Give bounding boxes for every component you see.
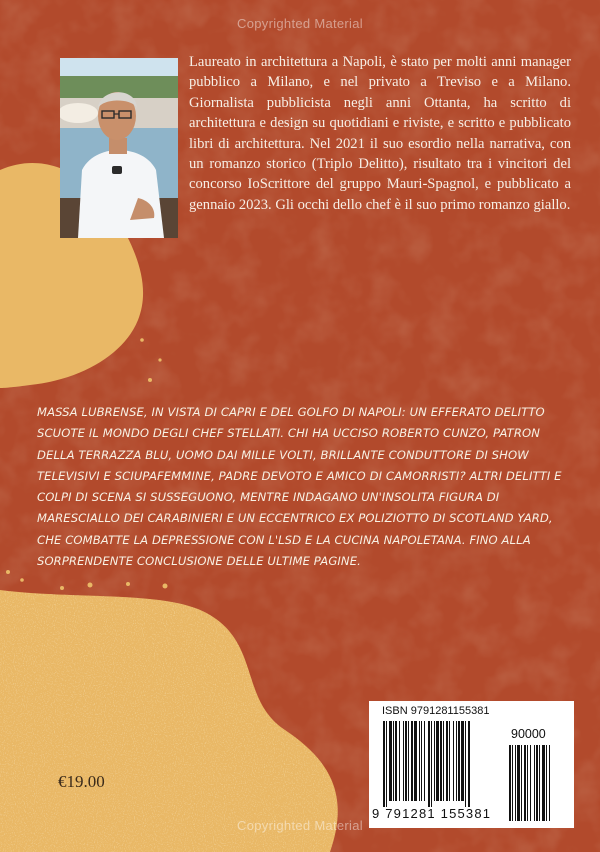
addon-bar bbox=[536, 745, 538, 821]
barcode-bar bbox=[405, 721, 407, 801]
addon-bar bbox=[546, 745, 547, 821]
barcode-bar bbox=[395, 721, 397, 801]
barcode-bar bbox=[393, 721, 394, 801]
barcode-bar bbox=[465, 721, 466, 807]
barcode-bar bbox=[411, 721, 413, 801]
addon-bar bbox=[515, 745, 516, 821]
barcode-digits: 9 791281 155381 bbox=[372, 806, 492, 821]
barcode-bar bbox=[443, 721, 444, 801]
watermark-bottom: Copyrighted Material bbox=[237, 818, 363, 833]
barcode-bar bbox=[403, 721, 404, 801]
barcode-bar bbox=[453, 721, 454, 801]
barcode-bar bbox=[440, 721, 442, 801]
isbn-label: ISBN 9791281155381 bbox=[382, 705, 490, 717]
barcode-bar bbox=[461, 721, 464, 801]
watermark-top: Copyrighted Material bbox=[237, 16, 363, 31]
addon-bar bbox=[539, 745, 540, 821]
barcode-bar bbox=[408, 721, 409, 801]
barcode-panel bbox=[369, 701, 574, 828]
book-blurb: MASSA LUBRENSE, IN VISTA DI CAPRI E DEL GOLFO DI NAPOLI: UN EFFERATO DELITTO SCUOTE IL MONDO DEGLI CHEF STELLATI. CHI HA UCCISO ROBERTO CUNZO, PATRON DELLA TERRAZZA BLU, UOMO DAI MILLE VOLTI, BRILLANTE CONDUTTORE DI SHOW TELEVISIVI E SCIUPAFEMMINE, PADRE DEVOTO E AMICO DI CAMORRISTI? ALTRI DELITTI E COLPI DI SCENA SI SUSSEGUONO, MENTRE INDAGANO UN'INSOLITA FIGURA DI MARESCIALLO DEI CARABINIERI E UN ECCENTRICO EX POLIZIOTTO DI SCOTLAND YARD, CHE COMBATTE LA DEPRESSIONE CON L'LSD E LA CUCINA NAPOLETANA. FINO ALLA SORPRENDENTE CONCLUSIONE DELLE ULTIME PAGINE. bbox=[37, 405, 562, 569]
price-label: €19.00 bbox=[58, 772, 105, 791]
barcode-bar bbox=[389, 721, 392, 801]
addon-bar bbox=[542, 745, 545, 821]
addon-bar bbox=[549, 745, 550, 821]
barcode-bar bbox=[446, 721, 448, 801]
addon-bar bbox=[517, 745, 520, 821]
addon-bar bbox=[530, 745, 531, 821]
author-photo bbox=[60, 58, 178, 238]
barcode-bar bbox=[449, 721, 450, 801]
barcode-bar bbox=[428, 721, 430, 807]
barcode-bar bbox=[414, 721, 417, 801]
barcode-bar bbox=[421, 721, 422, 801]
barcode-bar bbox=[458, 721, 460, 801]
barcode-bar bbox=[399, 721, 400, 801]
addon-bar bbox=[512, 745, 513, 821]
barcode-bar bbox=[436, 721, 439, 801]
addon-bar bbox=[521, 745, 522, 821]
addon-bar bbox=[534, 745, 535, 821]
barcode-bar bbox=[456, 721, 457, 801]
price-addon-code: 90000 bbox=[511, 727, 546, 741]
barcode-bar bbox=[424, 721, 425, 801]
author-portrait-image bbox=[60, 58, 178, 238]
barcode-bar bbox=[434, 721, 435, 801]
author-bio: Laureato in architettura a Napoli, è stato per molti anni manager pubblico a Milano, e nel privato a Treviso e a Milano. Giornalista pubblicista negli anni Ottanta, ha scritto di architettura e design su quotidiani e riviste, e scritto e pubblicato libri di architettura. Nel 2021 il suo esordio nella narrativa, con un romanzo storico (Triplo Delitto), risultato tra i vincitori del concorso IoScrittore del gruppo Mauri-Spagnol, e pubblicato a gennaio 2023. Gli occhi dello chef è il suo primo romanzo giallo. bbox=[189, 54, 571, 213]
addon-bar bbox=[527, 745, 528, 821]
barcode-bar bbox=[383, 721, 385, 807]
barcode-bar bbox=[386, 721, 387, 807]
barcode-bar bbox=[431, 721, 432, 807]
addon-bar bbox=[524, 745, 526, 821]
barcode-bar bbox=[468, 721, 470, 807]
addon-bar bbox=[509, 745, 511, 821]
barcode-bar bbox=[419, 721, 420, 801]
